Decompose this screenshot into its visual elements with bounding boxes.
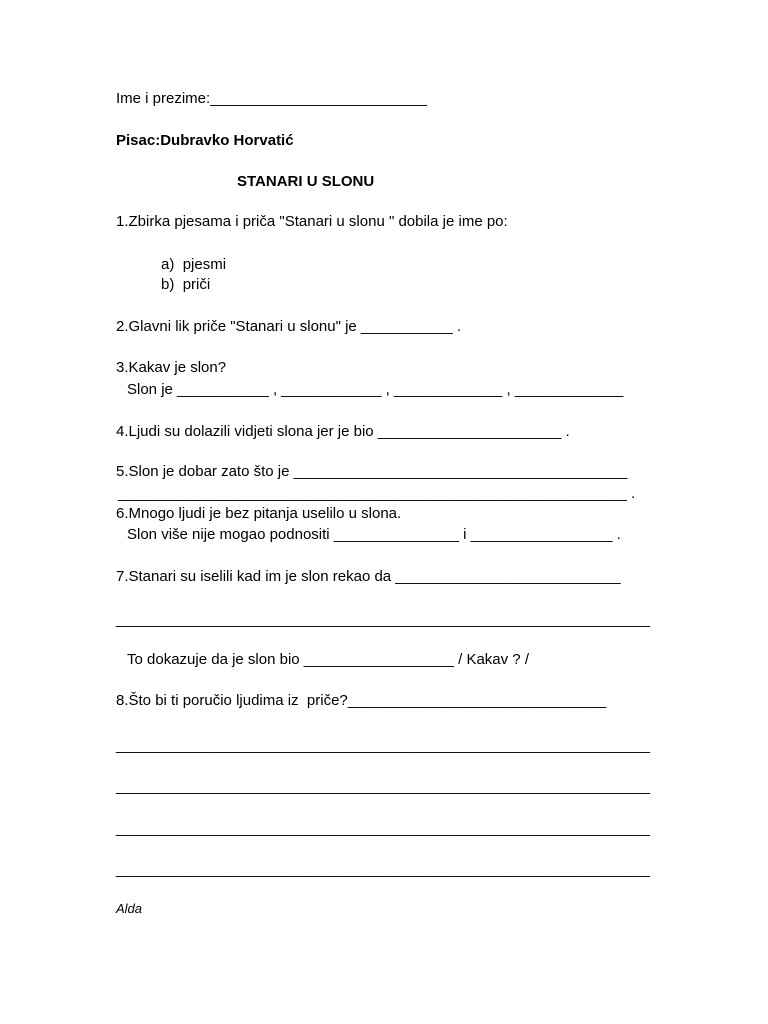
question-7-line-2: ________________________________________________________________ — [116, 611, 650, 628]
question-5-line-2: _____________________________________________________________ . — [118, 485, 636, 502]
question-7: 7.Stanari su iselili kad im je slon rekao da ___________________________ — [116, 568, 621, 585]
option-a-text: pjesmi — [182, 256, 227, 273]
option-b-text: priči — [182, 276, 211, 293]
option-a — [161, 256, 226, 274]
name-line: Ime i prezime:__________________________ — [116, 90, 428, 107]
worksheet-title: STANARI U SLONU — [237, 173, 375, 190]
question-4: 4.Ljudi su dolazili vidjeti slona jer je bio ______________________ . — [116, 423, 570, 440]
question-1: 1.Zbirka pjesama i priča "Stanari u slonu " dobila je ime po: — [116, 213, 508, 230]
author-line: Pisac:Dubravko Horvatić — [116, 132, 294, 149]
signature: Alda — [116, 901, 143, 916]
question-5: 5.Slon je dobar zato što je ________________________________________ — [116, 463, 628, 480]
question-8: 8.Što bi ti poručio ljudima iz priče?_______________________________ — [116, 692, 607, 709]
option-a-letter: a) — [161, 256, 175, 273]
question-3-answer: Slon je ___________ , ____________ , _____________ , _____________ — [127, 381, 624, 398]
question-3: 3.Kakav je slon? — [116, 359, 227, 376]
option-b — [161, 276, 210, 294]
answer-line: ________________________________________________________________ — [116, 861, 650, 878]
answer-line: ________________________________________________________________ — [116, 737, 650, 754]
question-2: 2.Glavni lik priče "Stanari u slonu" je ___________ . — [116, 318, 462, 335]
question-6: 6.Mnogo ljudi je bez pitanja uselilo u slona. — [116, 505, 402, 522]
answer-line: ________________________________________________________________ — [116, 778, 650, 795]
question-6-answer: Slon više nije mogao podnositi _______________ i _________________ . — [127, 526, 621, 543]
option-b-letter: b) — [161, 276, 175, 293]
answer-line: ________________________________________________________________ — [116, 820, 650, 837]
question-7-followup: To dokazuje da je slon bio __________________ / Kakav ? / — [127, 651, 529, 668]
